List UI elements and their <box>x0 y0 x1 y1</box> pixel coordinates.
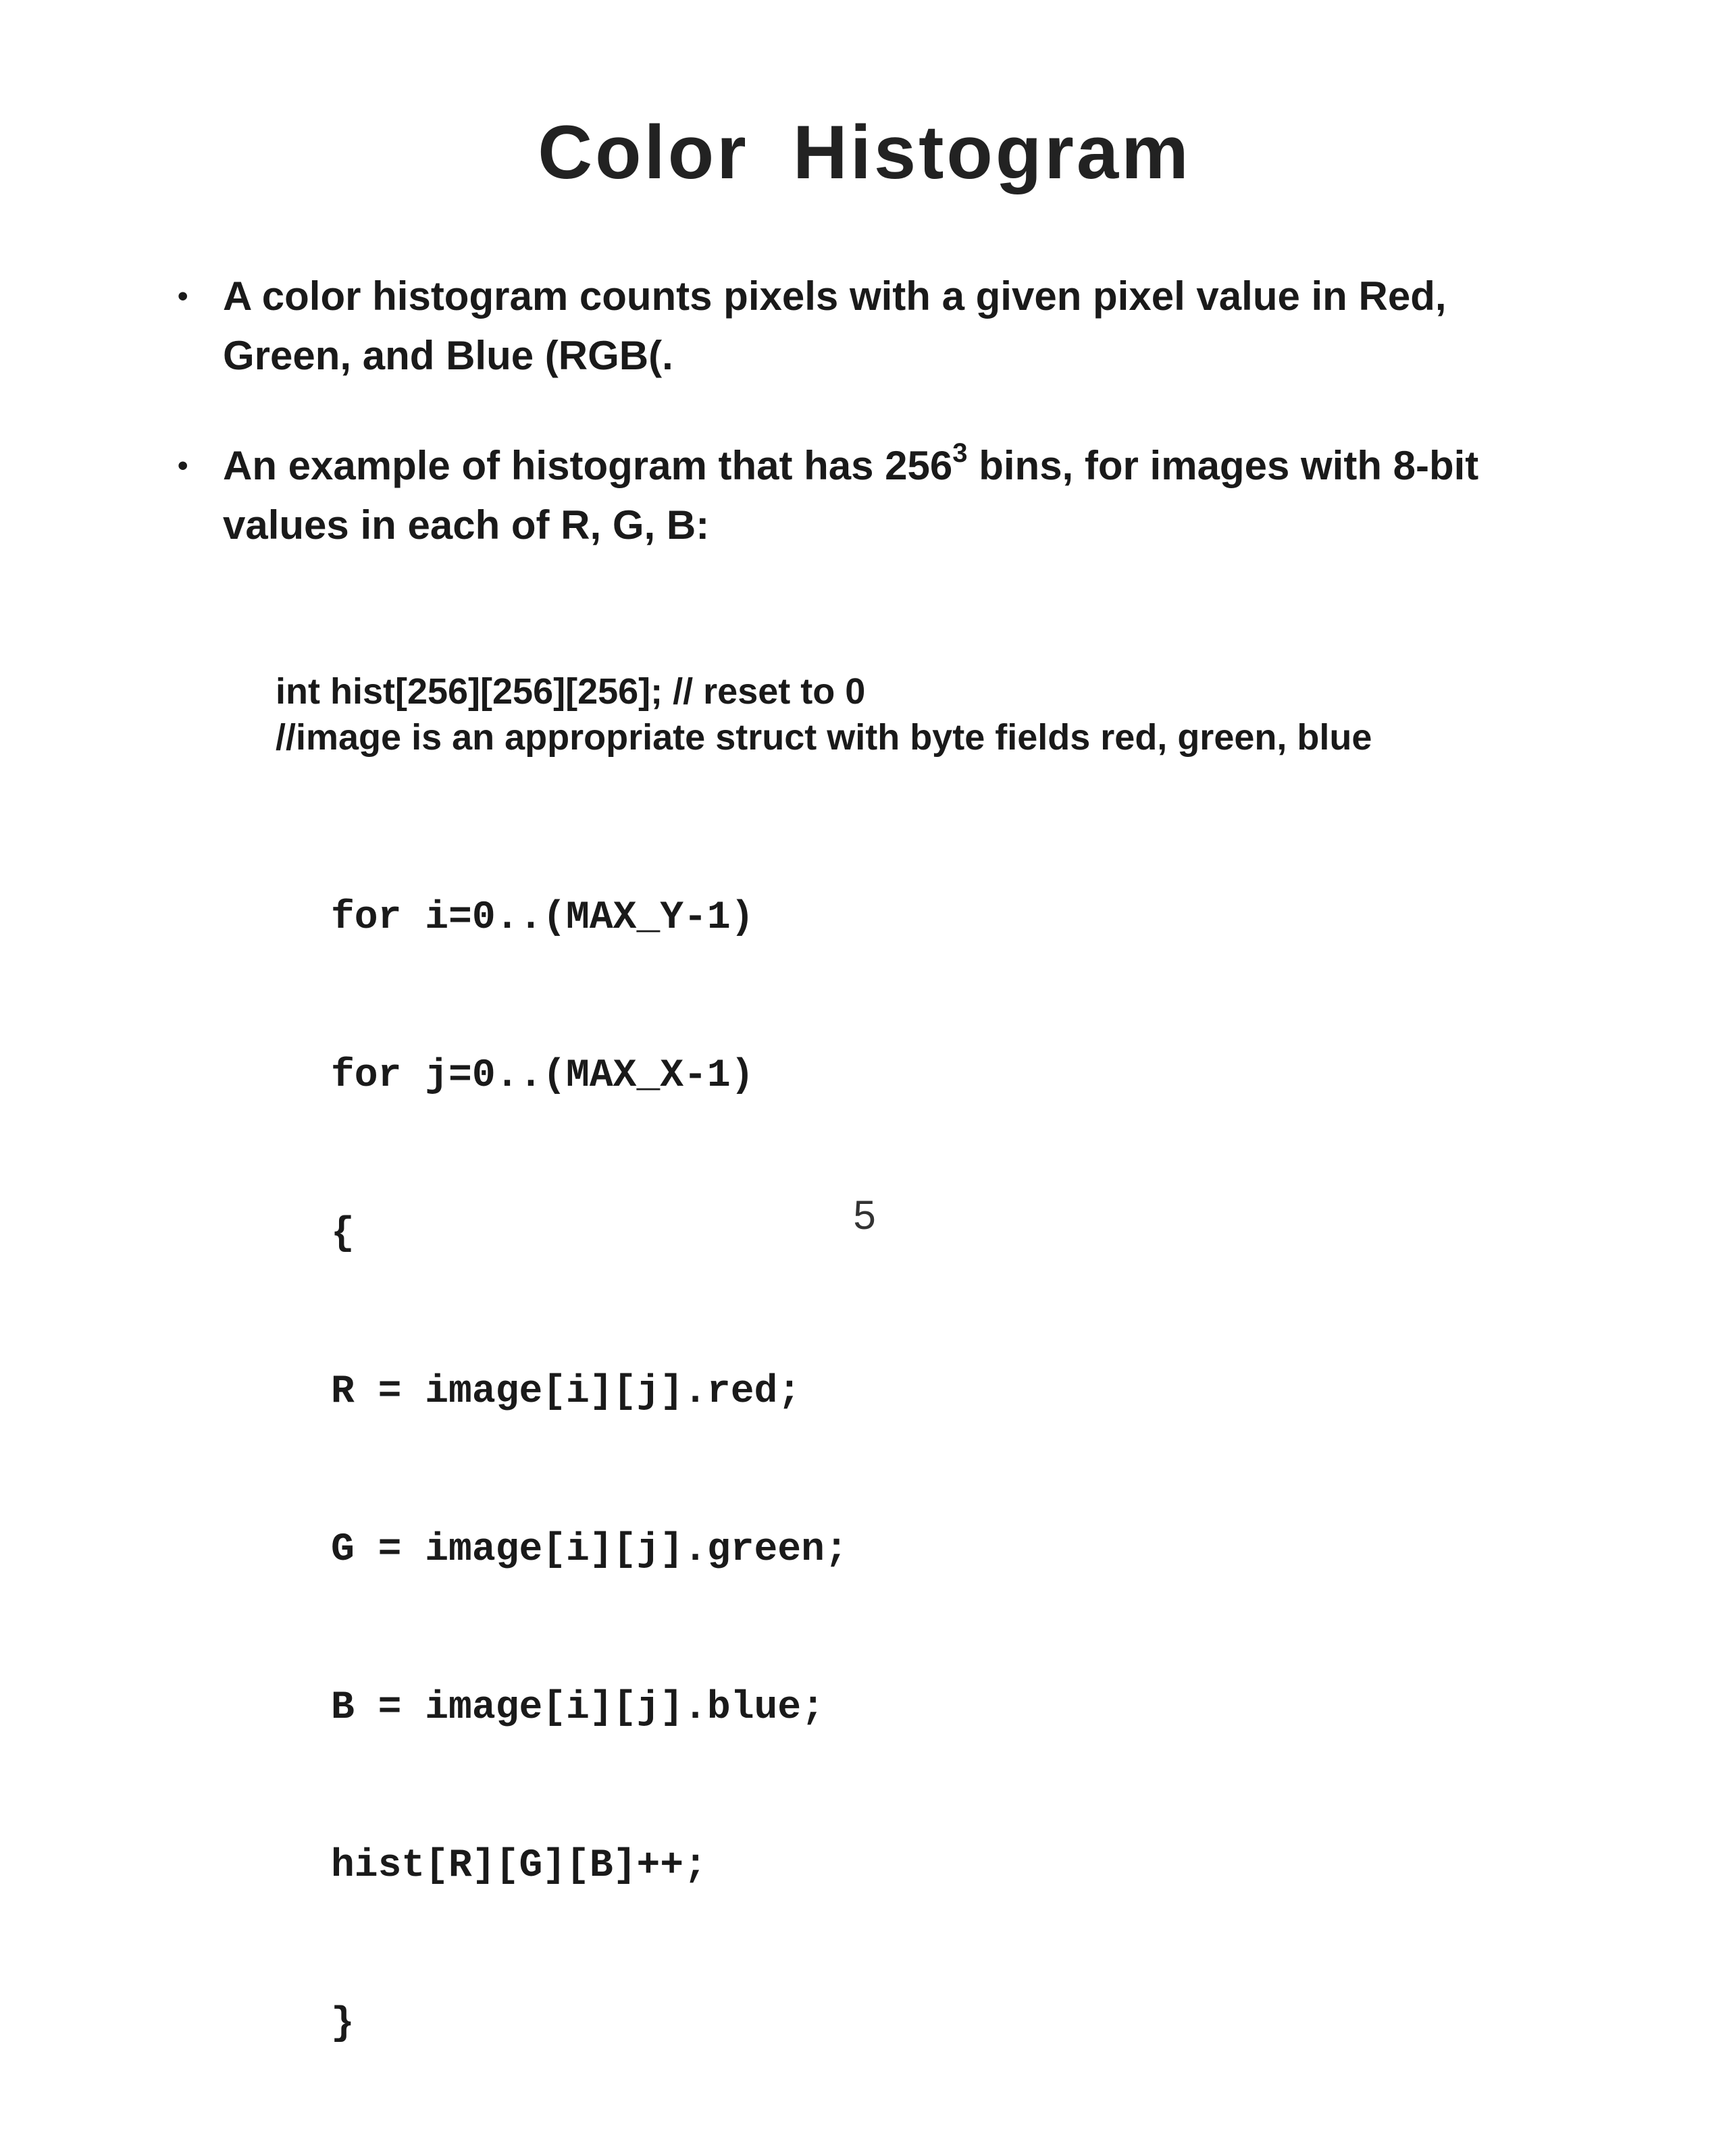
page-number: 5 <box>853 1192 876 1238</box>
code-line: for j=0..(MAX_X-1) <box>331 1054 754 1098</box>
comment-line: int hist[256][256][256]; // reset to 0 <box>276 671 866 712</box>
code-line: } <box>331 2002 355 2046</box>
code-block <box>331 787 848 2156</box>
comment-line: //image is an appropriate struct with byte fields red, green, blue <box>276 717 1372 758</box>
code-line: for i=0..(MAX_Y-1) <box>331 896 754 940</box>
bullet-list <box>172 267 1543 555</box>
code-comments <box>276 668 1372 760</box>
code-line: { <box>331 1212 355 1256</box>
bullet-superscript: 3 <box>952 438 968 468</box>
bullet-text: A color histogram counts pixels with a given pixel value in Red, Green, and Blue (RGB(. <box>223 273 1447 378</box>
bullet-text-after: bins, for images with 8-bit values in each of R, G, B: <box>223 443 1479 548</box>
code-line: B = image[i][j].blue; <box>331 1686 825 1730</box>
slide-title: Color Histogram <box>538 110 1191 194</box>
code-line: G = image[i][j].green; <box>331 1528 848 1572</box>
code-line: R = image[i][j].red; <box>331 1370 802 1414</box>
bullet-text-before: An example of histogram that has 256 <box>223 443 953 488</box>
code-line: hist[R][G][B]++; <box>331 1844 707 1888</box>
bullet-item <box>172 267 1543 386</box>
bullet-icon: • <box>178 449 188 482</box>
bullet-item <box>172 436 1543 555</box>
bullet-icon: • <box>178 280 188 313</box>
